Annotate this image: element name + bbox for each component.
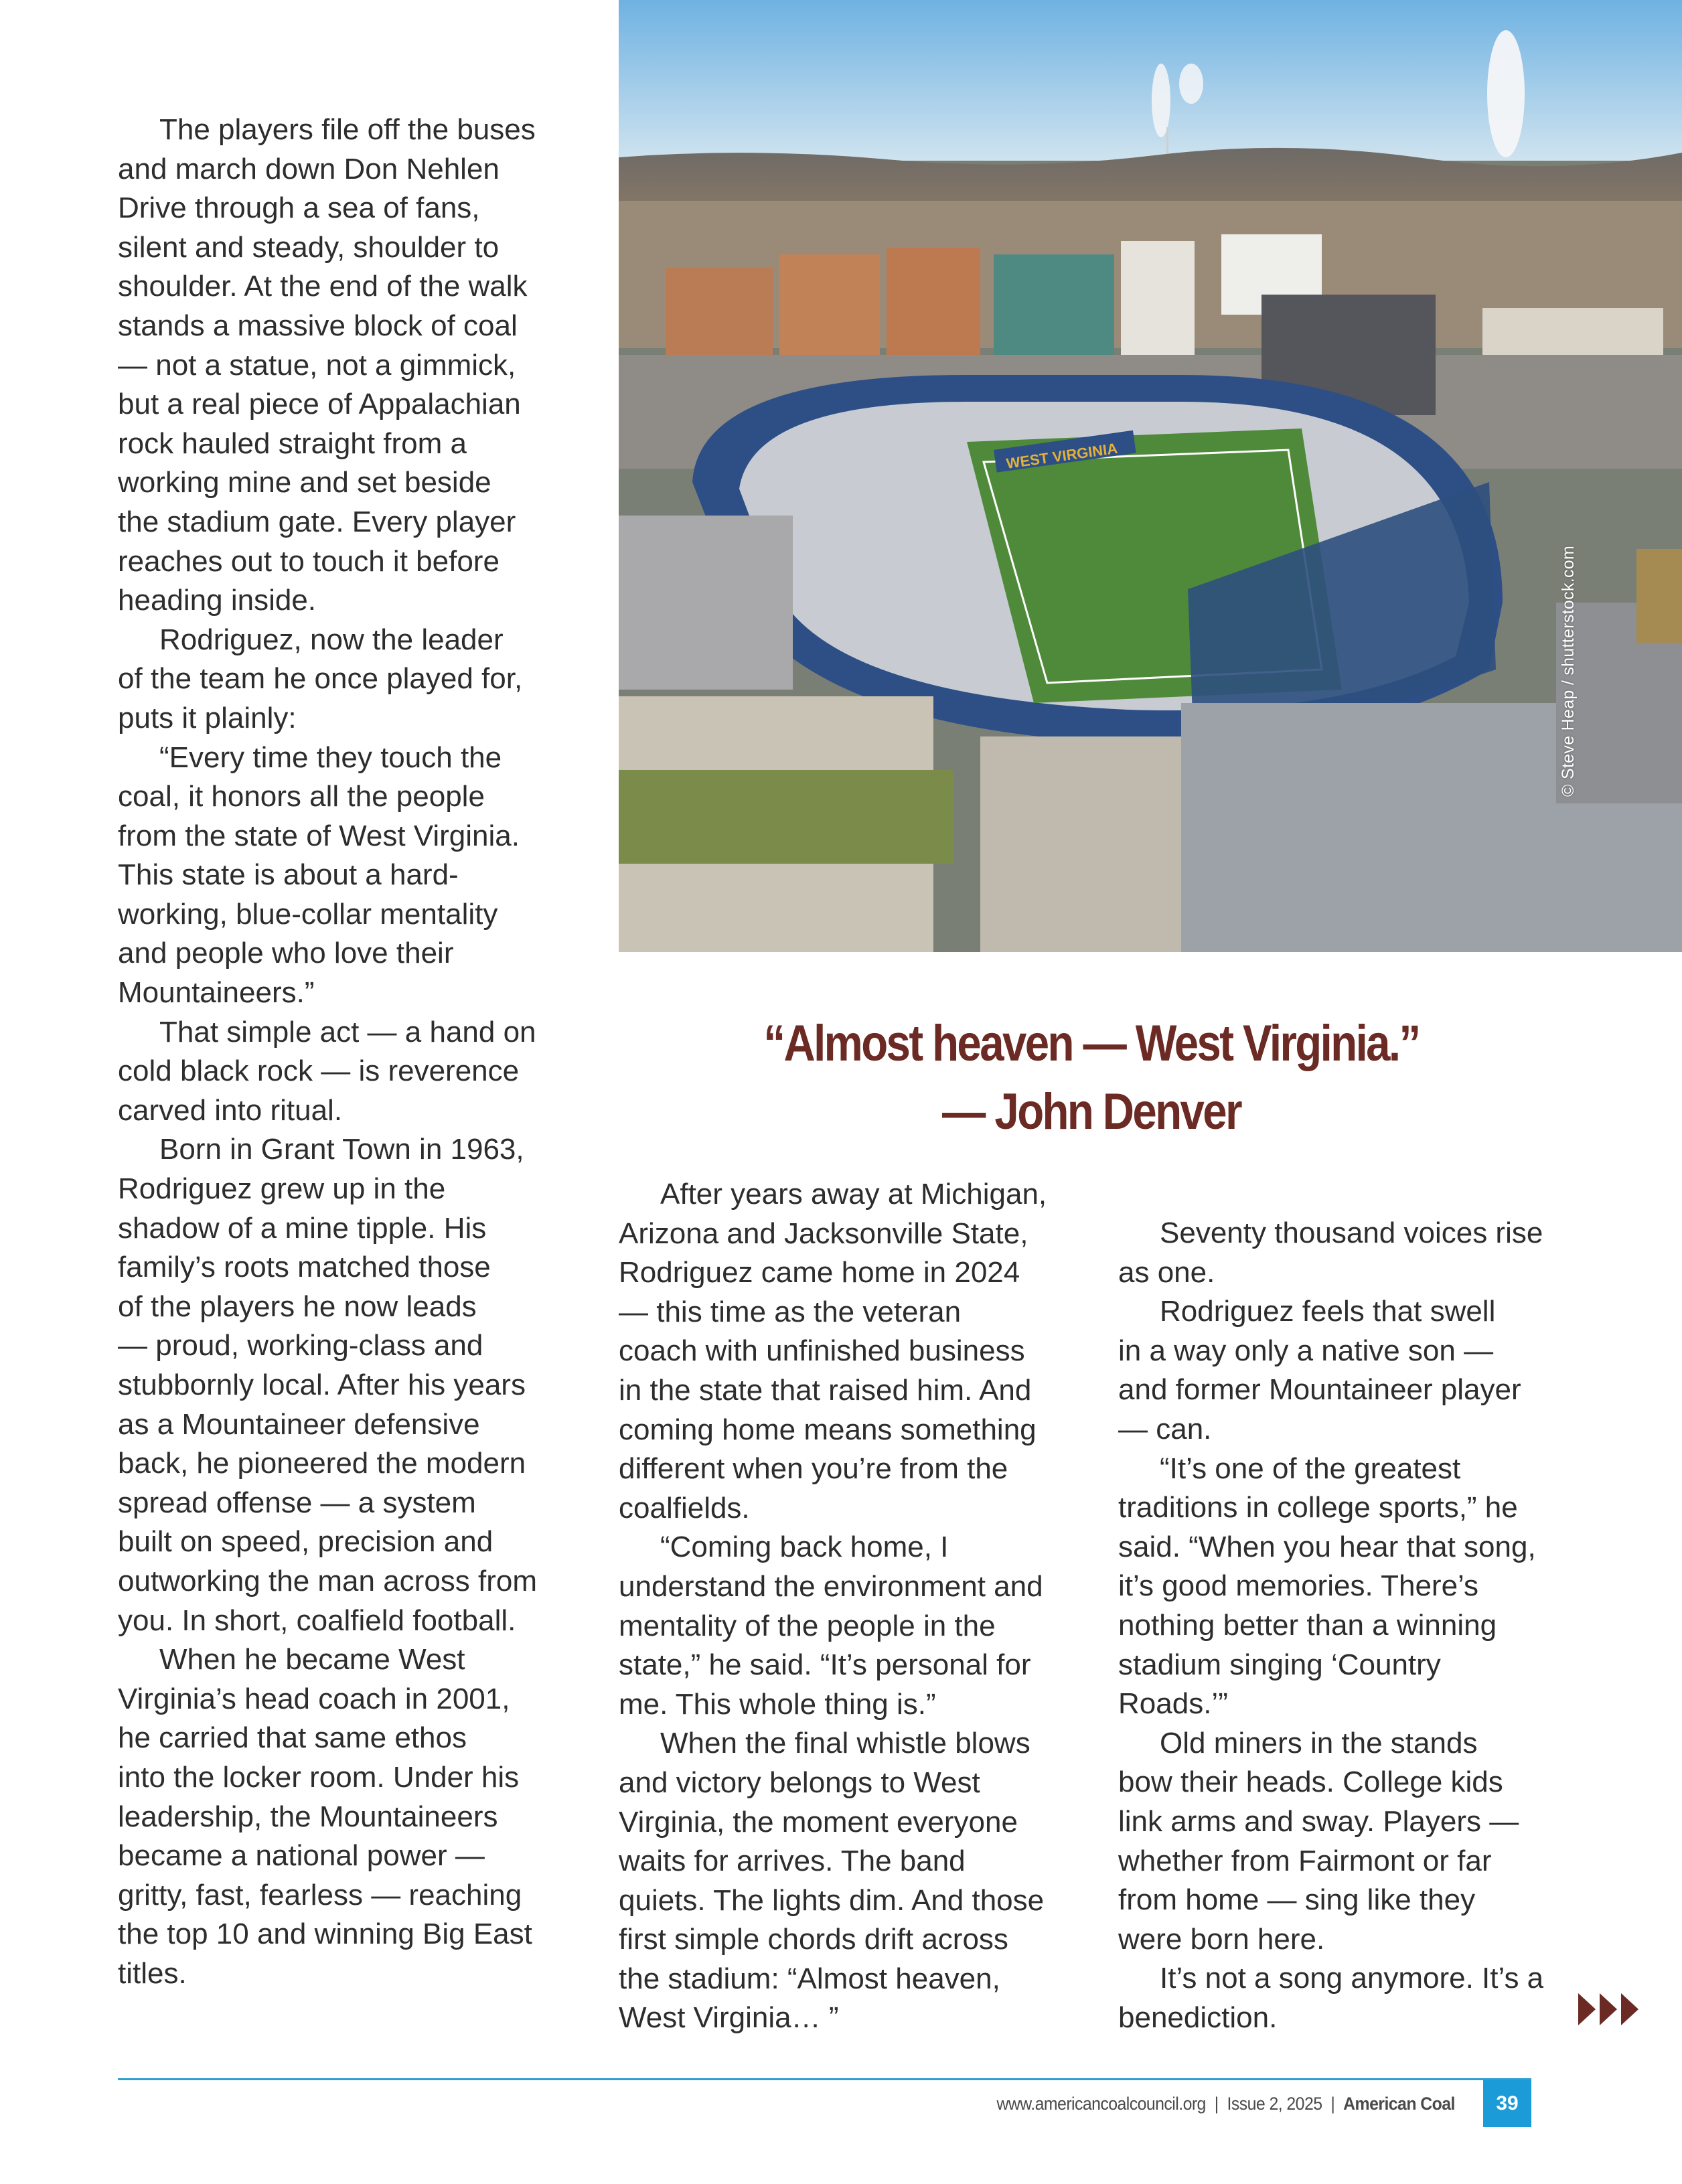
text-line: in the state that raised him. And: [619, 1373, 1032, 1407]
text-line: the stadium gate. Every player: [118, 505, 516, 538]
article-column-3: [1118, 1214, 1574, 2037]
triangle-right-icon: [1621, 1993, 1638, 2025]
text-line: the stadium: “Almost heaven,: [619, 1962, 1000, 1995]
text-line: outworking the man across from: [118, 1564, 538, 1597]
text-line: traditions in college sports,” he: [1118, 1491, 1518, 1525]
text-line: coalfields.: [619, 1491, 750, 1525]
text-line: gritty, fast, fearless — reaching: [118, 1878, 522, 1912]
article-column-1: [118, 110, 573, 1994]
paragraph: [1118, 1724, 1574, 1960]
text-line: became a national power —: [118, 1839, 485, 1873]
triangle-right-icon: [1578, 1993, 1596, 2025]
text-line: That simple act — a hand on: [159, 1015, 536, 1048]
text-line: benediction.: [1118, 2001, 1278, 2034]
text-line: Drive through a sea of fans,: [118, 191, 480, 225]
text-line: — this time as the veteran: [619, 1295, 962, 1328]
text-line: Rodriguez feels that swell: [1160, 1295, 1496, 1328]
photo-credit: © Steve Heap / shutterstock.com: [1559, 545, 1578, 797]
text-line: me. This whole thing is.”: [619, 1687, 936, 1721]
text-line: coal, it honors all the people: [118, 780, 485, 813]
text-line: West Virginia… ”: [619, 2001, 839, 2035]
text-line: puts it plainly:: [118, 701, 297, 734]
text-line: “Coming back home, I: [660, 1531, 949, 1564]
paragraph: [118, 1130, 573, 1640]
text-line: back, he pioneered the modern: [118, 1447, 526, 1480]
text-line: Mountaineers.”: [118, 976, 315, 1010]
paragraph: [118, 621, 573, 738]
text-line: waits for arrives. The band: [619, 1845, 966, 1878]
text-line: state,” he said. “It’s personal for: [619, 1648, 1031, 1682]
stadium-aerial-photo: [619, 0, 1682, 952]
text-line: Rodriguez came home in 2024: [619, 1256, 1020, 1290]
text-line: said. “When you hear that song,: [1118, 1530, 1536, 1563]
text-line: bow their heads. College kids: [1118, 1766, 1503, 1799]
footer-website-link[interactable]: www.americancoalcouncil.org: [996, 2093, 1206, 2114]
text-line: understand the environment and: [619, 1569, 1043, 1603]
text-line: working, blue-collar mentality: [118, 897, 498, 931]
text-line: you. In short, coalfield football.: [118, 1604, 516, 1637]
text-line: Old miners in the stands: [1160, 1726, 1478, 1760]
text-line: working mine and set beside: [118, 466, 491, 499]
text-line: coming home means something: [619, 1413, 1037, 1446]
text-line: When he became West: [159, 1643, 465, 1676]
text-line: different when you’re from the: [619, 1452, 1008, 1486]
text-line: mentality of the people in the: [619, 1609, 996, 1642]
text-line: of the team he once played for,: [118, 662, 523, 696]
text-line: “It’s one of the greatest: [1160, 1452, 1461, 1485]
footer-meta: [997, 2094, 1455, 2114]
text-line: leadership, the Mountaineers: [118, 1800, 498, 1833]
stadium-photo-illustration: [619, 0, 1682, 952]
paragraph: [118, 1013, 573, 1131]
text-line: link arms and sway. Players —: [1118, 1804, 1519, 1838]
paragraph: [1118, 1214, 1574, 1292]
paragraph: [118, 110, 573, 621]
text-line: and people who love their: [118, 937, 454, 970]
pull-quote-text: “Almost heaven — West Virginia.”: [763, 1015, 1420, 1072]
text-line: silent and steady, shoulder to: [118, 230, 500, 264]
paragraph: [118, 1640, 573, 1993]
text-line: — not a statue, not a gimmick,: [118, 348, 516, 382]
paragraph: [619, 1724, 1074, 2038]
paragraph: [118, 738, 573, 1013]
text-line: Born in Grant Town in 1963,: [159, 1133, 524, 1166]
text-line: nothing better than a winning: [1118, 1608, 1497, 1642]
paragraph: [619, 1175, 1074, 1528]
text-line: built on speed, precision and: [118, 1525, 493, 1559]
text-line: and former Mountaineer player: [1118, 1373, 1521, 1407]
text-line: quiets. The lights dim. And those: [619, 1883, 1045, 1917]
text-line: shoulder. At the end of the walk: [118, 270, 528, 303]
paragraph: [1118, 1292, 1574, 1449]
text-line: Rodriguez, now the leader: [159, 623, 504, 656]
text-line: reaches out to touch it before: [118, 544, 500, 578]
text-line: from home — sing like they: [1118, 1883, 1476, 1917]
text-line: When the final whistle blows: [660, 1727, 1030, 1760]
text-line: titles.: [118, 1956, 187, 1990]
text-line: and march down Don Nehlen: [118, 152, 500, 185]
text-line: cold black rock — is reverence: [118, 1055, 520, 1088]
text-line: — proud, working-class and: [118, 1329, 483, 1362]
text-line: stubbornly local. After his years: [118, 1369, 526, 1401]
text-line: “Every time they touch the: [159, 740, 502, 774]
text-line: in a way only a native son —: [1118, 1334, 1494, 1367]
text-line: of the players he now leads: [118, 1290, 477, 1323]
text-line: Virginia, the moment everyone: [619, 1805, 1018, 1839]
text-line: the top 10 and winning Big East: [118, 1918, 532, 1951]
paragraph: [619, 1528, 1074, 1724]
footer-separator: |: [1214, 2093, 1219, 2114]
text-line: coach with unfinished business: [619, 1334, 1025, 1368]
text-line: first simple chords drift across: [619, 1923, 1008, 1956]
text-line: but a real piece of Appalachian: [118, 388, 521, 421]
svg-text:WEST VIRGINIA: WEST VIRGINIA: [1005, 439, 1119, 472]
footer-separator: |: [1330, 2093, 1335, 2114]
page-footer: [957, 2080, 1531, 2127]
text-line: and victory belongs to West: [619, 1766, 980, 1799]
page-number: 39: [1483, 2080, 1531, 2127]
text-line: as a Mountaineer defensive: [118, 1407, 480, 1441]
text-line: spread offense — a system: [118, 1486, 476, 1519]
text-line: — can.: [1118, 1412, 1212, 1446]
text-line: It’s not a song anymore. It’s a: [1160, 1962, 1544, 1995]
pull-quote: [688, 1010, 1495, 1146]
text-line: rock hauled straight from a: [118, 426, 467, 460]
text-line: from the state of West Virginia.: [118, 819, 520, 852]
text-line: into the locker room. Under his: [118, 1760, 520, 1794]
text-line: This state is about a hard-: [118, 858, 459, 892]
text-line: he carried that same ethos: [118, 1721, 467, 1755]
text-line: Arizona and Jacksonville State,: [619, 1217, 1028, 1250]
text-line: stadium singing ‘Country: [1118, 1648, 1441, 1681]
text-line: Roads.’”: [1118, 1687, 1228, 1721]
text-line: Rodriguez grew up in the: [118, 1172, 446, 1206]
paragraph: [1118, 1959, 1574, 2037]
pull-quote-attribution: — John Denver: [942, 1083, 1241, 1140]
paragraph: [1118, 1450, 1574, 1724]
text-line: Virginia’s head coach in 2001,: [118, 1682, 510, 1715]
triangle-right-icon: [1600, 1993, 1617, 2025]
text-line: it’s good memories. There’s: [1118, 1569, 1479, 1603]
text-line: heading inside.: [118, 584, 317, 617]
text-line: were born here.: [1118, 1922, 1325, 1956]
text-line: Seventy thousand voices rise: [1160, 1217, 1543, 1249]
text-line: shadow of a mine tipple. His: [118, 1211, 487, 1245]
article-column-2: [619, 1175, 1074, 2038]
text-line: After years away at Michigan,: [660, 1178, 1047, 1211]
text-line: whether from Fairmont or far: [1118, 1844, 1492, 1877]
text-line: as one.: [1118, 1255, 1215, 1289]
text-line: family’s roots matched those: [118, 1251, 491, 1284]
text-line: The players file off the buses: [159, 113, 536, 146]
text-line: carved into ritual.: [118, 1093, 343, 1127]
footer-issue: Issue 2, 2025: [1227, 2093, 1322, 2114]
footer-publication: American Coal: [1343, 2093, 1455, 2114]
continued-arrows-icon: [1578, 1993, 1638, 2025]
text-line: stands a massive block of coal: [118, 309, 518, 342]
